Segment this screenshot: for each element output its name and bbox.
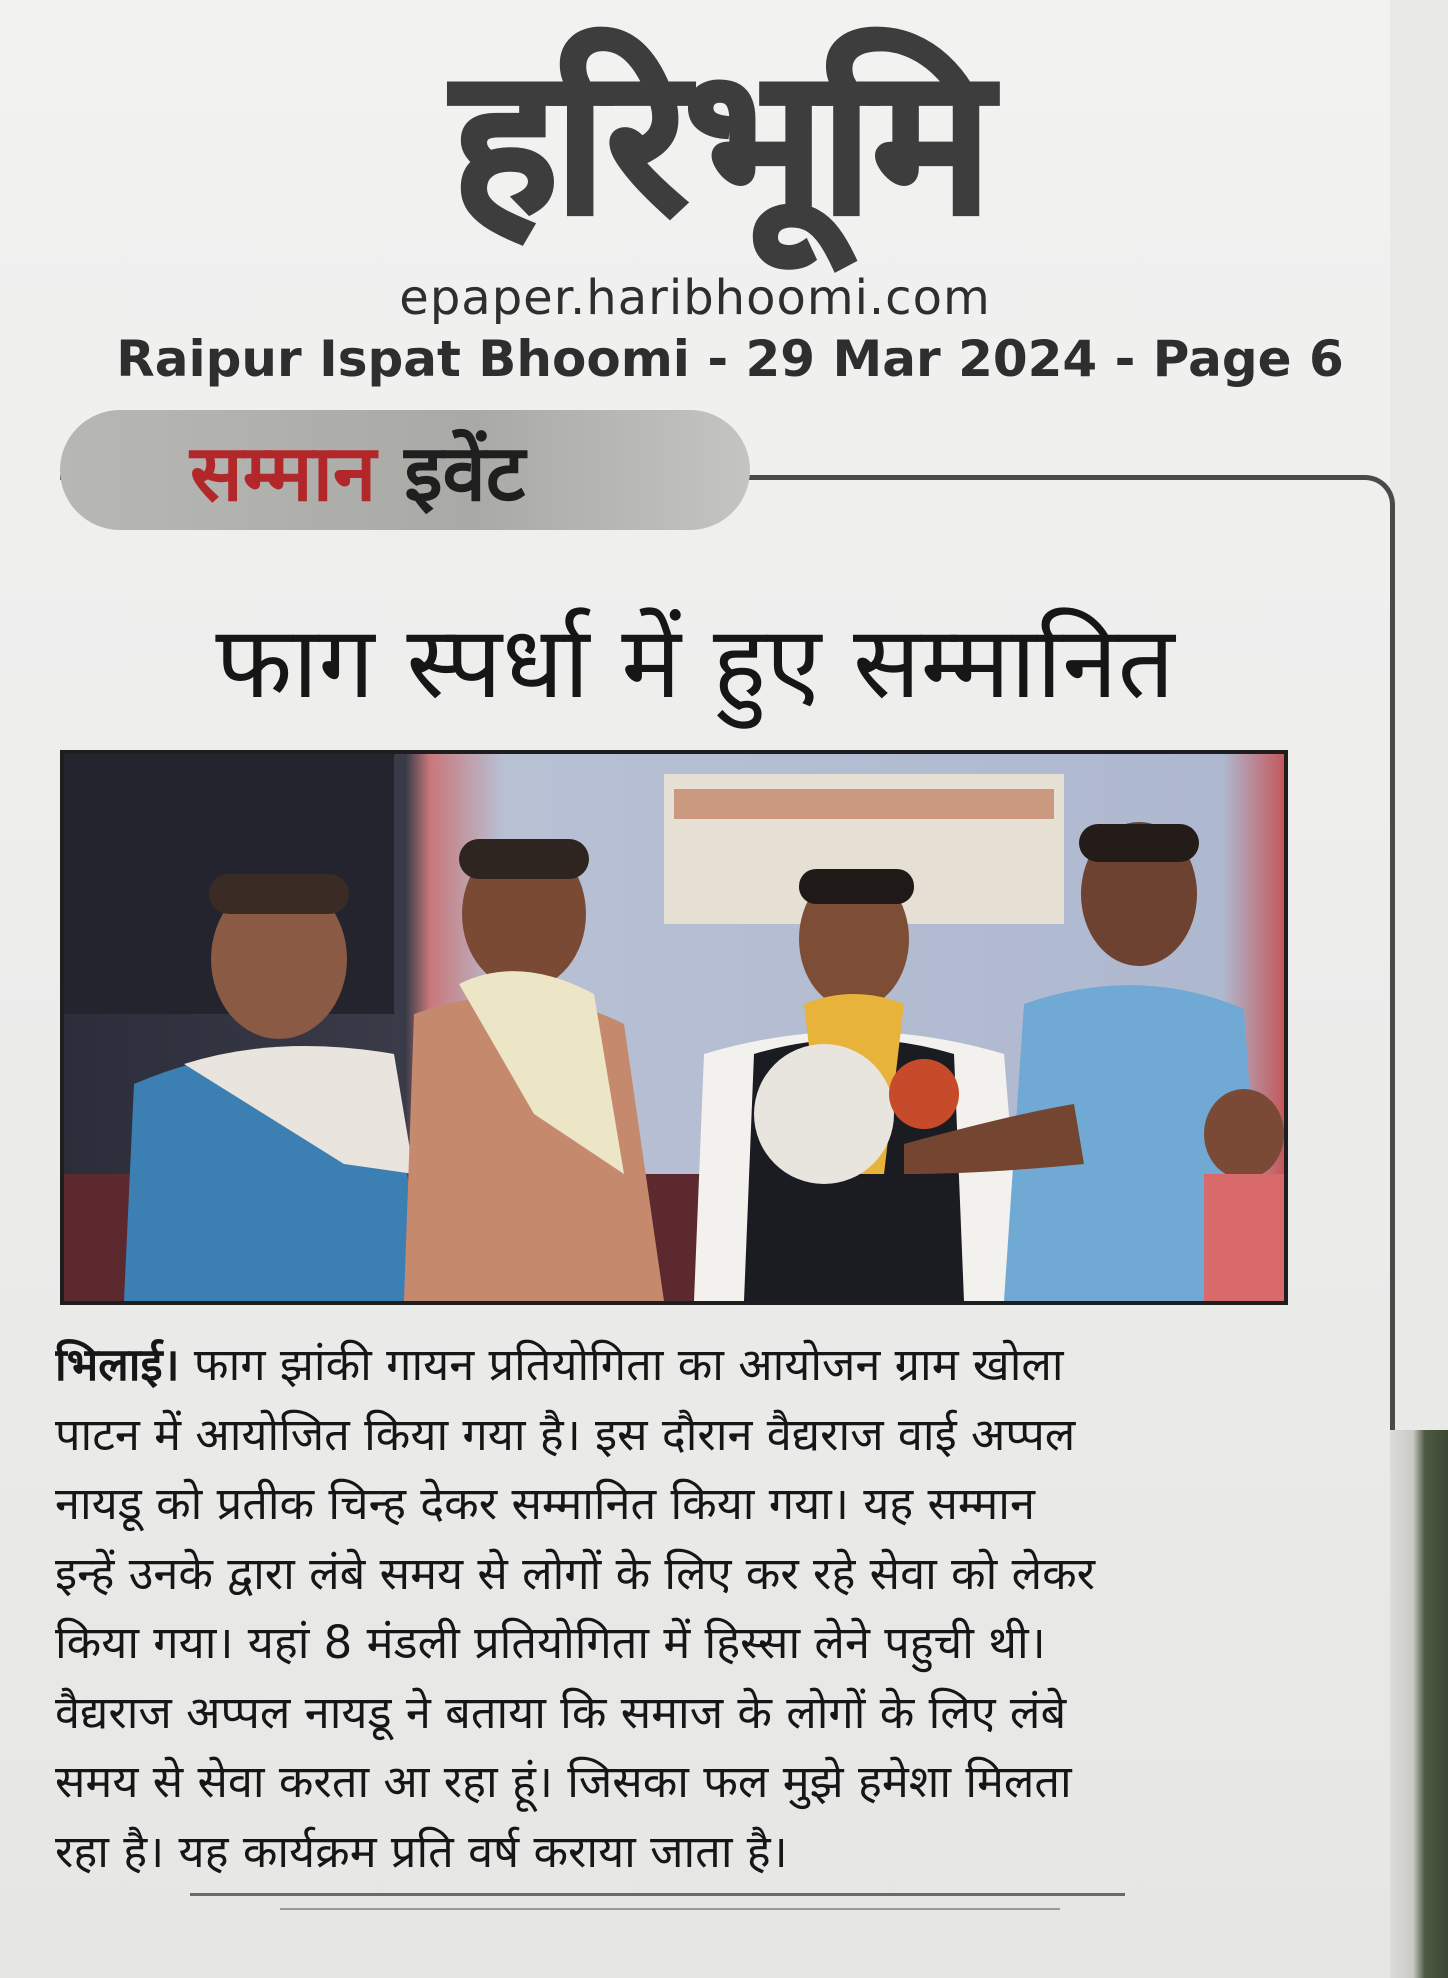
- edition-info: Raipur Ispat Bhoomi - 29 Mar 2024 - Page 6: [116, 330, 1344, 388]
- article-line-5: किया गया। यहां 8 मंडली प्रतियोगिता में हिस्सा लेने पहुची थी।: [55, 1616, 1046, 1669]
- award-ceremony-photo: [64, 754, 1284, 1301]
- section-label: [60, 410, 750, 530]
- section-label-word-2: इवेंट: [404, 429, 526, 519]
- article-line-6: वैद्यराज अप्पल नायडू ने बताया कि समाज के लोगों के लिए लंबे: [55, 1685, 1067, 1739]
- article-body: [55, 1330, 1290, 1886]
- bottom-divider: [190, 1893, 1125, 1896]
- article-line-8: रहा है। यह कार्यक्रम प्रति वर्ष कराया जाता है।: [55, 1824, 788, 1878]
- dateline: भिलाई।: [55, 1338, 180, 1391]
- article-headline: फाग स्पर्धा में हुए सम्मानित: [215, 604, 1175, 721]
- section-label-word-1: सम्मान: [190, 429, 377, 519]
- bottom-divider-secondary: [280, 1908, 1060, 1910]
- article-text: फाग झांकी गायन प्रतियोगिता का आयोजन ग्राम खोला: [193, 1338, 1064, 1391]
- article-line-4: इन्हें उनके द्वारा लंबे समय से लोगों के लिए कर रहे सेवा को लेकर: [55, 1546, 1096, 1600]
- article-line-7: समय से सेवा करता आ रहा हूं। जिसका फल मुझे हमेशा मिलता: [55, 1755, 1072, 1808]
- news-photo: [60, 750, 1288, 1305]
- epaper-url: epaper.haribhoomi.com: [399, 270, 991, 326]
- newspaper-masthead: हरिभूमि: [452, 26, 988, 259]
- page-edge-shadow: [1390, 1430, 1448, 1978]
- article-line-1: [55, 1330, 1290, 1400]
- article-line-3: नायडू को प्रतीक चिन्ह देकर सम्मानित किया गया। यह सम्मान: [55, 1477, 1035, 1530]
- article-line-2: पाटन में आयोजित किया गया है। इस दौरान वैद्यराज वाई अप्पल: [55, 1407, 1076, 1461]
